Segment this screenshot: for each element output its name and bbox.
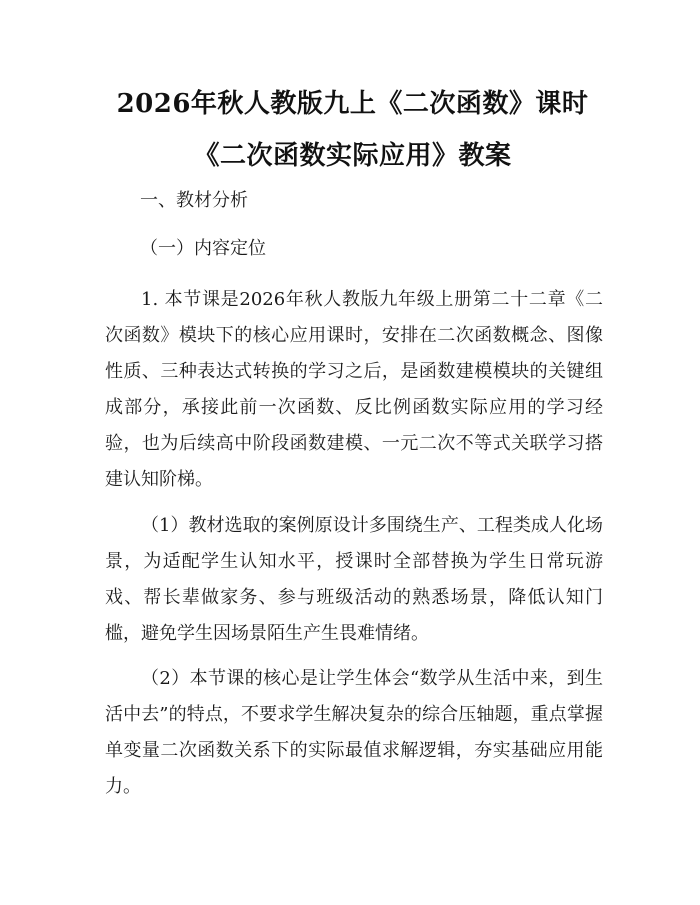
paragraph-core-goal: （2）本节课的核心是让学生体会“数学从生活中来，到生活中去”的特点，不要求学生解决复杂的综合压轴题，重点掌握单变量二次函数关系下的实际最值求解逻辑，夯实基础应用能力。 bbox=[105, 668, 603, 797]
section-heading: 一、教材分析 bbox=[140, 190, 248, 211]
paragraph-case-selection: （1）教材选取的案例原设计多围绕生产、工程类成人化场景，为适配学生认知水平，授课时全部替换为学生日常玩游戏、帮长辈做家务、参与班级活动的熟悉场景，降低认知门槛，避免学生因场景陌生产生畏难情绪。 bbox=[105, 515, 603, 644]
paragraph-content-position: 1. 本节课是2026年秋人教版九年级上册第二十二章《二次函数》模块下的核心应用课时，安排在二次函数概念、图像性质、三种表达式转换的学习之后，是函数建模模块的关键组成部分，承接此前一次函数、反比例函数实际应用的学习经验，也为后续高中阶段函数建模、一元二次不等式关联学习搭建认知阶梯。 bbox=[105, 289, 603, 490]
document-title: 2026年秋人教版九上《二次函数》课时《二次函数实际应用》教案 bbox=[116, 89, 589, 171]
subsection-heading: （一）内容定位 bbox=[140, 238, 266, 259]
